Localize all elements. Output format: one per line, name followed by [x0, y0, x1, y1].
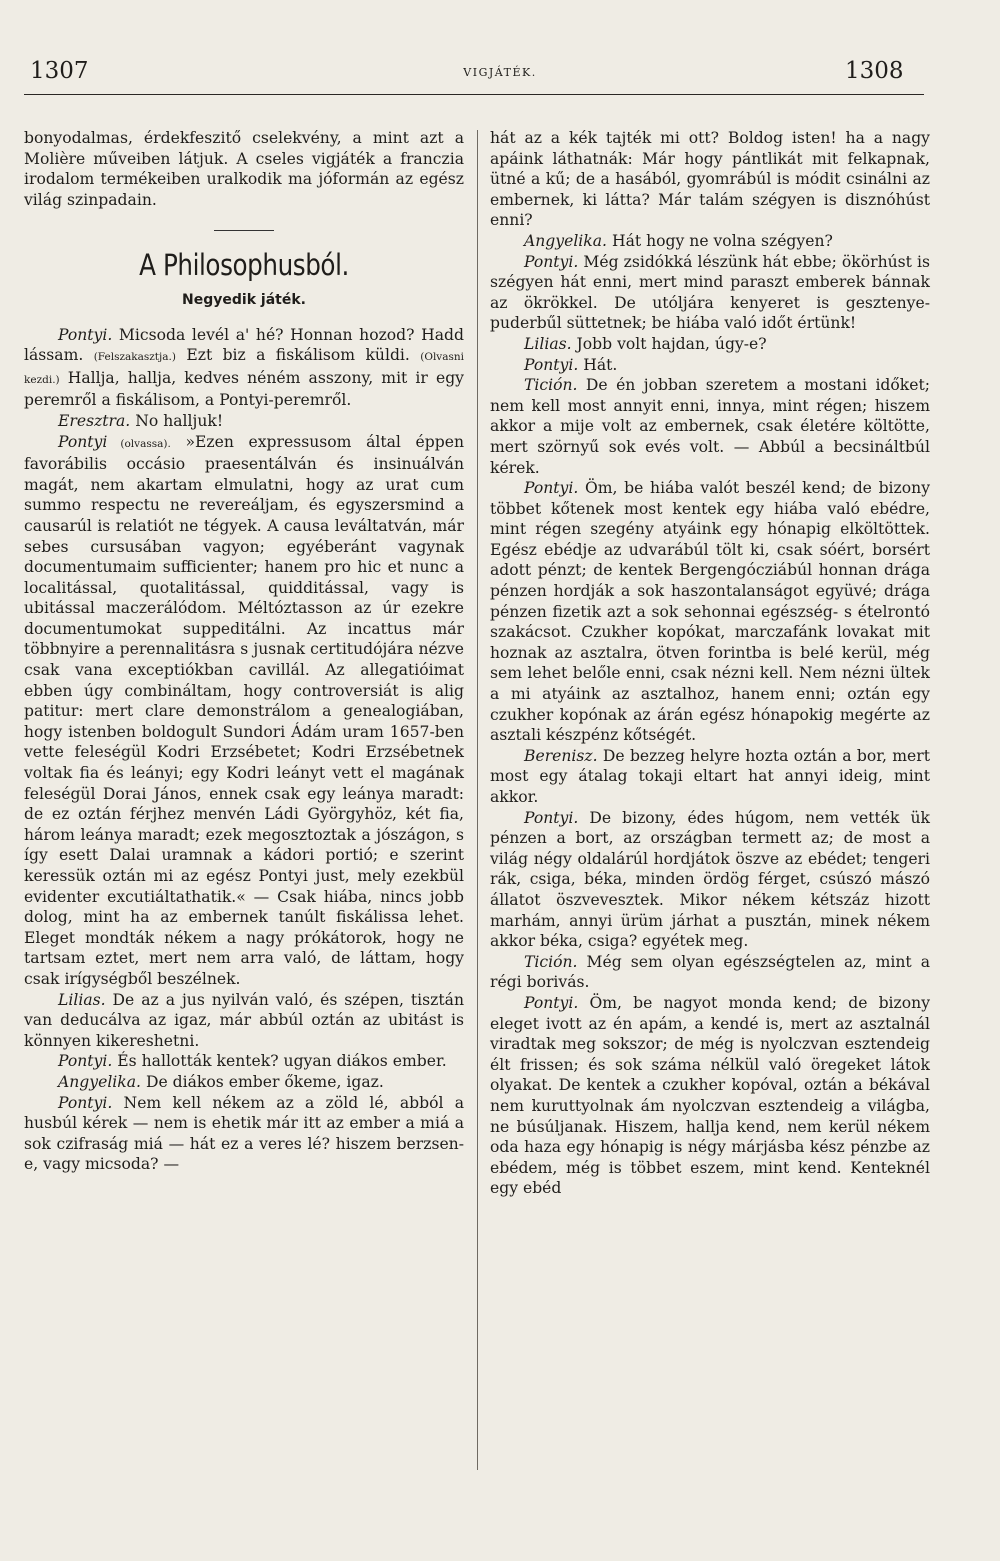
dialogue-text: Hát. — [578, 355, 618, 374]
dialogue-paragraph — [24, 411, 464, 432]
page-number-right: 1308 — [845, 58, 904, 84]
header-rule — [24, 94, 924, 95]
speaker-name: Pontyi. — [524, 808, 579, 827]
speaker-name: Pontyi. — [524, 993, 579, 1012]
dialogue-paragraph — [490, 952, 930, 993]
speaker-name: Angyelika. — [58, 1072, 142, 1091]
dialogue-text: Még zsidókká lészünk hát ebbe; ökörhúst is szégyen hát enni, mert mind paraszt emberek bánnak az ökrökkel. De utóljára kenyeret is gesztenye-puderbűl süttetnek; be hiába való időt értünk! — [490, 252, 930, 333]
dialogue-paragraph — [24, 325, 464, 411]
dialogue-text: Öm, be hiába valót beszél kend; de bizony többet kőtenek most kentek egy hiába való ebédre, mint régen szegény atyáink egy hónapig elköltöttek. Egész ebédje az udvarábúl tölt ki, csak sóért, borsért adott pénzt; de kentek Bergengócziábúl honnan drága pénzen hordják a sok haszontalanságot együvé; drága pénzen fizetik azt a sok sehonnai egészség- s ételrontó szakácsot. Czukher kopókat, marczafánk lovakat mit hoznak az asztalra, ötven forintba is belé kerül, még sem lehet belőle enni, csak nézni kell. Nem nézni ültek a mi atyáink az asztalhoz, hanem enni; oztán egy czukher kopónak az árán egész hónapokig megérte az asztali készpénz kőtségét. — [490, 479, 930, 745]
dialogue-paragraph — [24, 432, 464, 990]
stage-direction: (Olvasni kezdi.) — [24, 351, 464, 386]
dialogue-paragraph — [24, 1072, 464, 1093]
speaker-name: Pontyi. — [524, 479, 579, 498]
dialogue-text: De bezzeg helyre hozta oztán a bor, mert most egy átalag tokaji eltart hat annyi ideig, mint akkor. — [490, 746, 930, 806]
dialogue-paragraph — [24, 990, 464, 1052]
speaker-name: Pontyi. — [58, 325, 113, 344]
dialogue-text: Ezt biz a fiskálisom küldi. — [175, 346, 421, 365]
speaker-name: Pontyi. — [524, 252, 579, 271]
speaker-name: Angyelika. — [524, 231, 608, 250]
dialogue-text: Hallja, hallja, kedves néném asszony, mit ir egy peremről a fiskálisom, a Pontyi-peremről. — [24, 368, 464, 410]
running-head: VIGJÁTÉK. — [463, 66, 537, 79]
speaker-name: Pontyi. — [58, 1093, 113, 1112]
section-title: A Philosophusból. — [139, 248, 349, 283]
dialogue-paragraph — [490, 334, 930, 355]
dialogue-text: Hát hogy ne volna szégyen? — [607, 231, 833, 250]
dialogue-paragraph — [490, 993, 930, 1199]
column-divider — [477, 130, 478, 1470]
dialogue-paragraph — [490, 478, 930, 746]
intro-paragraph: bonyodalmas, érdekfeszitő cselekvény, a mint azt a Molière műveiben látjuk. A cseles vigjáték a franczia irodalom termékeiben uralkodik ma jóformán az egész világ szinpadain. — [24, 129, 464, 209]
right-column — [490, 128, 930, 1199]
dialogue-paragraph — [490, 252, 930, 334]
dialogue-paragraph — [24, 1093, 464, 1175]
speaker-name: Lilias. — [524, 334, 572, 353]
dialogue-text: És hallották kentek? ugyan diákos ember. — [112, 1052, 447, 1071]
dialogue-paragraph — [490, 355, 930, 376]
dialogue-text: Micsoda levél a' hé? Honnan hozod? Hadd lássam. — [24, 325, 464, 365]
section-rule — [214, 230, 274, 231]
dialogue-text: Öm, be nagyot monda kend; de bizony eleget ivott az én apám, a kendé is, mert az asztalnál viradtak meg sokszor; de még is nyolczvan esztendeig élt frissen; és sok száma nélkül való öregeket látok olyakat. De kentek a czukher kopóval, oztán a békával nem kuruttyolnak ám nyolczvan esztendeig a világba, ne búsúljanak. Hiszem, hallja kend, nem kerül nékem oda haza egy hónapig is négy márjásba kész pénzbe az ebédem, még is többet eszem, mint kend. Kenteknél egy ebéd — [490, 993, 930, 1198]
dialogue-continuation: hát az a kék tajték mi ott? Boldog isten! ha a nagy apáink láthatnák: Már hogy pántlikát mit felkapnak, ütné a kű; de a hasából, gyomrábúl is módit csinálni az embernek, ki látta? Már talám szégyen is disznóhúst enni? — [490, 129, 930, 230]
page-number-left: 1307 — [30, 58, 89, 84]
speaker-name: Pontyi. — [58, 1052, 113, 1071]
dialogue-paragraph — [490, 746, 930, 808]
speaker-name: Eresztra. — [58, 411, 131, 430]
speaker-name: Pontyi — [58, 432, 108, 451]
dialogue-paragraph — [490, 231, 930, 252]
dialogue-text: »Ezen expressusom által éppen favorábilis occásio praesentálván és insinuálván magát, nem akartam elmulatni, hogy az urat cum summo respectu ne revereáljam, és egyszersmind a causarúl is relatiót ne tégyek. A causa leváltatván, már sebes cursusában vagyon; egyéberánt vagynak documentumaim sufficienter; hanem pro hic et nunc a localitással, quotalitással, quidditással, vagy is ubitással maczerálódom. Méltóztasson az úr ezekre documentumokat suppeditálni. Az incattus már többnyire a perennalitásra s jusnak certitudójára nézve csak vana exceptiókban cavillál. Az allegatióimat ebben úgy combináltam, hogy controversiát is alig patitur: mert clare demonstrálom a genealogiában, hogy istenben boldogult Sundori Ádám uram 1657-ben vette feleségül Kodri Erzsébetet; Kodri Erzsébetnek voltak fia és leányi; egy Kodri leányt vett el magának feleségül Dorai János, ennek csak egy leánya maradt: de ez oztán férjhez menvén Ládi Györgyhöz, két fia, három leánya maradt; ezek megosztoztak a jószágon, s így esett Dalai uramnak a kádori portió; e szerint keressük oztán mi az egész Pontyi just, mely ezekbül evidenter excutiáltathatik.« — Csak hiába, nincs jobb dolog, mint ha az embernek tanúlt fiskálissa lehet. Eleget mondták nékem a nagy prókátorok, hogy ne tartsam eztet, mert nem arra való, de láttam, hogy csak irígységből beszélnek. — [24, 432, 465, 988]
speaker-name: Berenisz. — [524, 746, 598, 765]
dialogue-text: Jobb volt hajdan, úgy-e? — [571, 334, 767, 353]
left-column — [24, 128, 464, 1175]
section-subtitle: Negyedik játék. — [182, 291, 306, 308]
dialogue-text: Nem kell nékem az a zöld lé, abból a husbúl kérek — nem is ehetik már itt az ember a miá a sok czifraság miá — hát ez a veres lé? hiszem berzsen-e, vagy micsoda? — — [24, 1093, 464, 1174]
stage-direction: (Felszakasztja.) — [93, 351, 176, 364]
dialogue-text: Még sem olyan egészségtelen az, mint a régi borivás. — [490, 952, 930, 992]
speaker-name: Lilias. — [58, 990, 106, 1009]
speaker-name: Tición. — [524, 952, 578, 971]
speaker-name: Pontyi. — [524, 355, 579, 374]
speaker-name: Tición. — [524, 376, 578, 395]
dialogue-text: De bizony, édes húgom, nem vették ük pénzen a bort, az országban termett az; de most a világ négy oldalárúl hordjátok öszve az ebédet; tengeri rák, csiga, béka, minden ördög férget, csúszó mászó állatot öszvevesztek. Mikor nékem kétszáz hizott marhám, annyi ürüm járhat a pusztán, minek nékem akkor béka, csiga? egyétek meg. — [490, 808, 930, 951]
dialogue-text: De diákos ember őkeme, igaz. — [141, 1072, 384, 1091]
page-header — [0, 58, 1000, 88]
stage-direction: (olvassa). — [107, 437, 171, 450]
dialogue-paragraph — [490, 808, 930, 952]
dialogue-text: De az a jus nyilván való, és szépen, tisztán van deducálva az igaz, már abbúl oztán az ubitást is könnyen kikereshetni. — [24, 990, 464, 1050]
dialogue-text: No halljuk! — [130, 411, 224, 430]
dialogue-paragraph — [490, 375, 930, 478]
dialogue-paragraph — [24, 1051, 464, 1072]
dialogue-text: De én jobban szeretem a mostani időket; nem kell most annyit enni, innya, mint régen; hiszem akkor a mije volt az embernek, csak életére költötte, mert szörnyű sok evés volt. — Abbúl a becsináltbúl kérek. — [490, 376, 930, 477]
